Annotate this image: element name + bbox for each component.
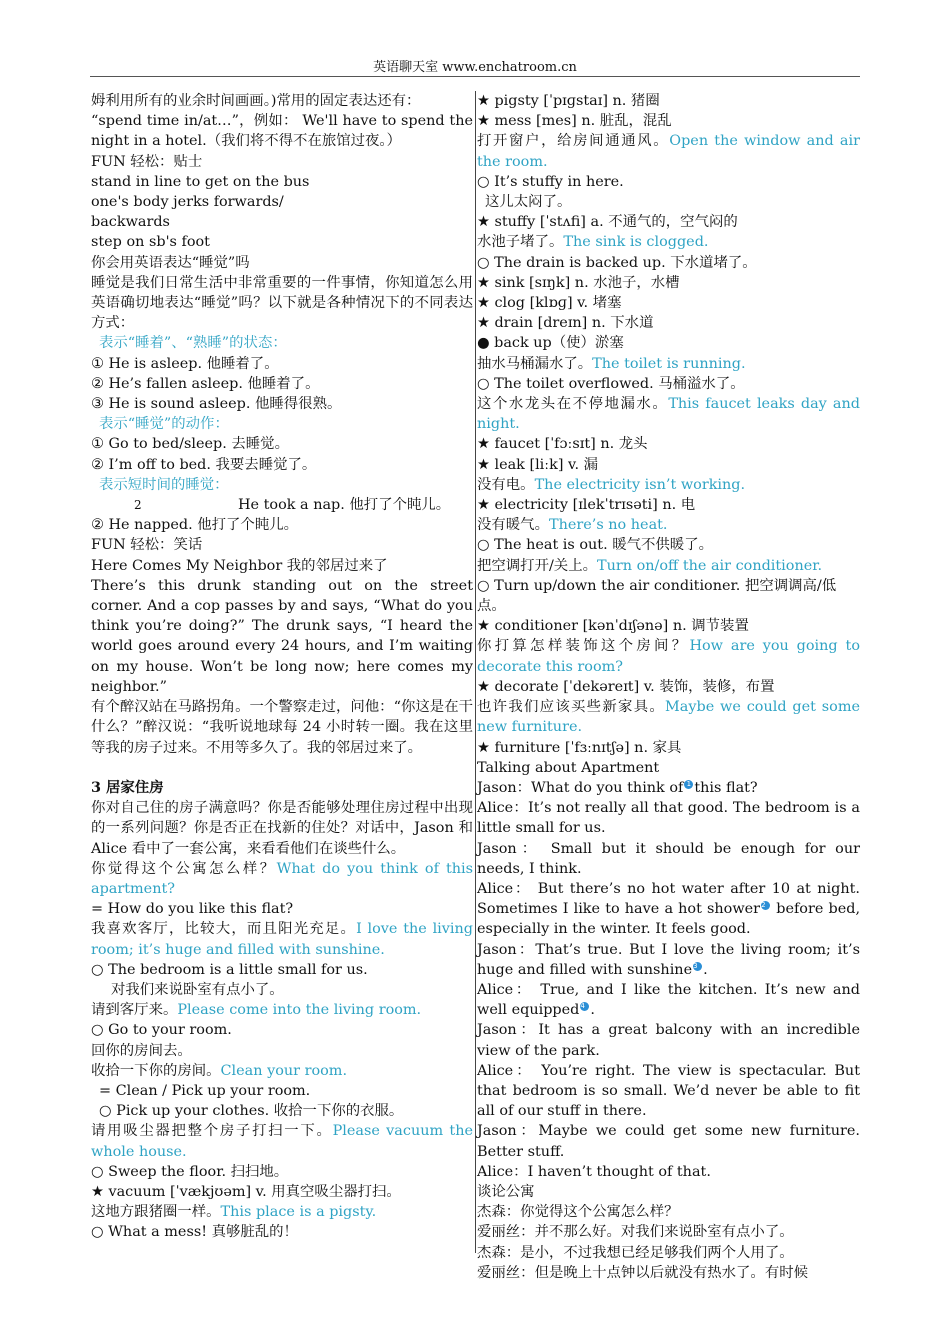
phrase-chinese: 请到客厅来。 (91, 1002, 178, 1019)
dialogue-text: this flat? (694, 779, 758, 796)
phrase-english: Please vacuum the whole house. (91, 1123, 473, 1160)
vocab-entry: ★ clog [klɒɡ] v. 堵塞 (477, 295, 622, 312)
phrase-line (91, 1000, 473, 1020)
list-number: 2 (134, 498, 142, 513)
dialogue-line: Alice： You’re right. The view is spectacular. But that bedroom is so small. We’d never be able to fit all of our stuff in there. (477, 1062, 860, 1120)
chapter-heading: 3 居家住房 (91, 778, 164, 796)
text-line: 对我们来说卧室有点小了。 (111, 981, 284, 998)
phrase-line (477, 354, 860, 374)
phrase-chinese: 抽水马桶漏水了。 (477, 355, 593, 372)
phrase-chinese: 收拾一下你的房间。 (91, 1062, 221, 1079)
page-header: 英语聊天室 www.enchatroom.cn (373, 60, 577, 75)
spacer (91, 758, 473, 778)
text-line: 回你的房间去。 (91, 1042, 192, 1059)
phrase-chinese: 请用吸尘器把整个房子打扫一下。 (91, 1123, 333, 1140)
phrase-english: This faucet leaks day and night. (477, 396, 860, 433)
text-line: ○ The bedroom is a little small for us. (91, 961, 368, 978)
vocab-entry: ★ electricity [ɪlekˈtrɪsəti] n. 电 (477, 497, 696, 514)
dialogue-text: . (703, 961, 708, 978)
vocab-entry: ★ pigsty [ˈpɪɡstaɪ] n. 猪圈 (477, 93, 660, 109)
footnote-marker: 4 (580, 1002, 589, 1011)
list-item: ② He’s fallen asleep. 他睡着了。 (91, 375, 320, 392)
phrase-line (477, 394, 860, 434)
text-line: ○ Go to your room. (91, 1022, 232, 1039)
text-line: ○ What a mess! 真够脏乱的！ (91, 1224, 298, 1241)
text-line: 姆利用所有的业余时间画画。)常用的固定表达还有： (91, 93, 421, 109)
joke-chinese: 有个醉汉站在马路拐角。一个警察走过，问他：“你这是在干什么？”醉汉说：“我听说地球每 24 小时转一圈。我在这里等我的房子过来。不用等多久了。我的邻居过来了。 (91, 699, 473, 756)
phrase-english: What do you think of this apartment? (91, 860, 473, 897)
phrase-chinese: 你打算怎样装饰这个房间？ (477, 638, 690, 655)
phrase-english: Please come into the living room. (177, 1002, 422, 1019)
vocab-entry: ★ drain [dreɪn] n. 下水道 (477, 315, 654, 332)
phrase-english: Clean your room. (220, 1062, 348, 1079)
text-line: backwards (91, 214, 170, 231)
text-paragraph: “spend time in/at…”，例如： We'll have to spend the night in a hotel.（我们将不得不在旅馆过夜。） (91, 113, 473, 150)
text-paragraph: 睡觉是我们日常生活中非常重要的一件事情，你知道怎么用英语确切地表达“睡觉”吗？以下就是各种情况下的不同表达方式： (91, 274, 473, 332)
text-line: ○ The heat is out. 暖气不供暖了。 (477, 537, 713, 554)
text-line: ○ Turn up/down the air conditioner. 把空调调高/低点。 (477, 577, 837, 615)
vocab-entry: ★ furniture [ˈfɜːnɪtʃə] n. 家具 (477, 739, 682, 756)
phrase-line (477, 697, 860, 737)
phrase-line (91, 859, 473, 899)
dialogue-line: Jason：It has a great balcony with an incredible view of the park. (477, 1022, 860, 1059)
text-line: = How do you like this flat? (91, 901, 294, 918)
vocab-entry: ★ leak [liːk] v. 漏 (477, 456, 599, 473)
dialogue-line (477, 879, 860, 940)
right-column (477, 91, 860, 1283)
phrase-line (91, 1061, 473, 1081)
phrase-english: The sink is clogged. (563, 234, 709, 251)
phrase-chinese: 没有暖气。 (477, 517, 549, 534)
text-line: ○ The drain is backed up. 下水道堵了。 (477, 254, 757, 271)
phrase-english: The electricity isn’t working. (534, 476, 746, 493)
fun-joke-heading: FUN 轻松：笑话 (91, 537, 203, 554)
dialogue-line: Alice：It’s not really all that good. The bedroom is a little small for us. (477, 800, 860, 837)
vocab-entry: ● back up（使）淤塞 (477, 335, 624, 352)
sub-heading: 表示“睡着”、“熟睡”的状态： (99, 335, 287, 352)
left-column (91, 91, 473, 1243)
phrase-english: This place is a pigsty. (220, 1204, 377, 1221)
list-item: ② He napped. 他打了个盹儿。 (91, 517, 298, 534)
list-item: ② I’m off to bed. 我要去睡觉了。 (91, 456, 317, 473)
phrase-chinese: 打开窗户，给房间通通风。 (477, 133, 670, 150)
phrase-english: I love the living room; it’s huge and filled with sunshine. (91, 921, 473, 958)
phrase-english: There’s no heat. (548, 517, 668, 534)
phrase-line (477, 475, 860, 495)
phrase-line (477, 515, 860, 535)
translation-line: 杰森：你觉得这个公寓怎么样？ (477, 1204, 679, 1221)
dialogue-text: . (590, 1002, 595, 1019)
text-line: step on sb's foot (91, 234, 210, 251)
section-heading: 你会用英语表达“睡觉”吗 (91, 254, 250, 271)
phrase-english: The toilet is running. (592, 355, 746, 372)
phrase-chinese: 你觉得这个公寓怎么样？ (91, 860, 277, 877)
translation-line: 杰森：是小，不过我想已经足够我们两个人用了。 (477, 1244, 794, 1261)
phrase-chinese: 把空调打开/关上。 (477, 557, 597, 574)
dialogue-line: Jason：Maybe we could get some new furniture. Better stuff. (477, 1123, 860, 1160)
text-line: ○ The toilet overflowed. 马桶溢水了。 (477, 375, 745, 392)
vocab-entry: ★ stuffy [ˈstʌfi] a. 不通气的，空气闷的 (477, 214, 738, 231)
vocab-entry: ★ faucet [ˈfɔːsɪt] n. 龙头 (477, 436, 648, 453)
text-line: one's body jerks forwards/ (91, 194, 284, 211)
phrase-english: How are you going to decorate this room? (477, 638, 860, 675)
phrase-line (91, 1121, 473, 1161)
list-item (91, 495, 473, 515)
phrase-chinese: 这地方跟猪圈一样。 (91, 1204, 221, 1221)
phrase-english: Maybe we could get some new furniture. (477, 699, 860, 736)
vocab-entry: ★ sink [sɪŋk] n. 水池子，水槽 (477, 274, 680, 291)
phrase-chinese: 这个水龙头在不停地漏水。 (477, 396, 669, 413)
translation-line: 爱丽丝：并不那么好。对我们来说卧室有点小了。 (477, 1224, 794, 1241)
phrase-line (477, 556, 860, 576)
text-line: 这儿太闷了。 (485, 194, 572, 211)
dialogue-line: Alice：I haven’t thought of that. (477, 1163, 711, 1180)
phrase-line (477, 131, 860, 171)
footnote-marker: 1 (684, 780, 693, 789)
text-line: = Clean / Pick up your room. (99, 1082, 311, 1099)
text-line: stand in line to get on the bus (91, 173, 310, 190)
phrase-chinese: 没有电。 (477, 476, 535, 493)
header-rule (90, 76, 860, 77)
joke-english: There’s this drunk standing out on the street corner. And a cop passes by and says, “What do you think you’re doing?” The drunk says, “I heard the world goes around every 24 hours, and I’m waiting on my house. Won’t be long now; here comes my neighbor.” (91, 577, 473, 695)
joke-title: Here Comes My Neighbor 我的邻居过来了 (91, 557, 388, 574)
dialogue-text: Jason：That’s true. But I love the living room; it’s huge and filled with sunshine (477, 941, 860, 978)
list-item: ① Go to bed/sleep. 去睡觉。 (91, 436, 289, 453)
footnote-marker: 2 (761, 901, 770, 910)
text-line: ○ Pick up your clothes. 收拾一下你的衣服。 (99, 1103, 404, 1120)
vocab-entry: ★ vacuum [ˈvækjʊəm] v. 用真空吸尘器打扫。 (91, 1183, 401, 1200)
list-item: ③ He is sound asleep. 他睡得很熟。 (91, 396, 342, 413)
fun-tips-heading: FUN 轻松：贴士 (91, 153, 203, 170)
phrase-chinese: 也许我们应该买些新家具。 (477, 699, 666, 716)
intro-paragraph: 你对自己住的房子满意吗？你是否能够处理住房过程中出现的一系列问题？你是否正在找新的住处？对话中，Jason 和 Alice 看中了一套公寓，来看看他们在谈些什么。 (91, 800, 473, 857)
phrase-chinese: 水池子堵了。 (477, 234, 564, 251)
phrase-english: Turn on/off the air conditioner. (596, 557, 823, 574)
footnote-marker: 3 (693, 962, 702, 971)
dialogue-title: Talking about Apartment (477, 759, 660, 776)
phrase-line (91, 1202, 473, 1222)
dialogue-line: Jason： Small but it should be enough for our needs, I think. (477, 840, 860, 877)
sub-heading: 表示“睡觉”的动作： (99, 416, 229, 433)
sub-heading: 表示短时间的睡觉： (99, 476, 229, 493)
dialogue-text: Alice： True, and I like the kitchen. It’s new and well equipped (477, 981, 860, 1019)
translation-title: 谈论公寓 (477, 1183, 535, 1200)
list-item: ① He is asleep. 他睡着了。 (91, 355, 279, 372)
dialogue-text: Jason：What do you think of (477, 779, 684, 796)
phrase-chinese: 我喜欢客厅，比较大，而且阳光充足。 (91, 921, 357, 938)
phrase-line (477, 636, 860, 676)
list-text: He took a nap. 他打了个盹儿。 (238, 497, 451, 514)
dialogue-text: before bed, especially in the winter. It feels good. (477, 901, 861, 938)
dialogue-line (477, 940, 860, 980)
phrase-english: Open the window and air the room. (477, 133, 860, 170)
column-divider (475, 91, 476, 1253)
text-line: ○ It’s stuffy in here. (477, 173, 624, 190)
dialogue-line (477, 980, 860, 1020)
text-line: ○ Sweep the floor. 扫扫地。 (91, 1163, 289, 1180)
vocab-entry: ★ conditioner [kənˈdɪʃənə] n. 调节装置 (477, 618, 749, 635)
phrase-line (91, 919, 473, 959)
phrase-line (477, 232, 860, 252)
vocab-entry: ★ decorate [ˈdekəreɪt] v. 装饰，装修，布置 (477, 678, 775, 695)
dialogue-text: Alice： But there’s no hot water after 10 at night. Sometimes I like to have a hot shower (477, 880, 860, 918)
vocab-entry: ★ mess [mes] n. 脏乱，混乱 (477, 113, 672, 130)
dialogue-line (477, 778, 860, 798)
translation-line: 爱丽丝：但是晚上十点钟以后就没有热水了。有时候 (477, 1264, 808, 1281)
